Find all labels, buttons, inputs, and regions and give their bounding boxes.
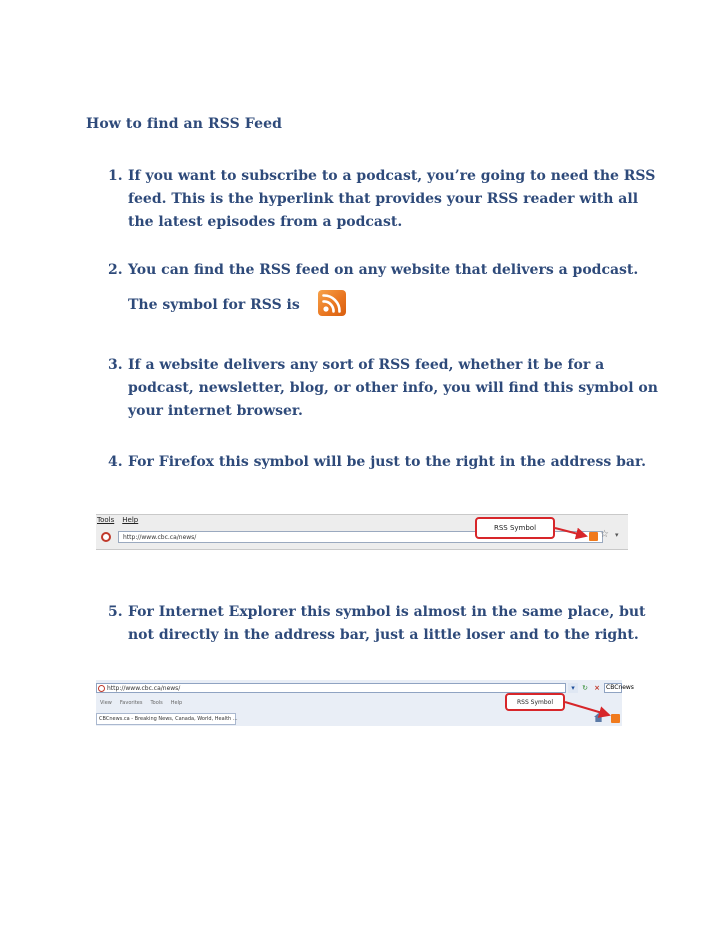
ie-tab: CBCnews.ca - Breaking News, Canada, World, Health ... xyxy=(96,713,236,725)
list-item-3 xyxy=(108,354,668,423)
site-icon xyxy=(98,685,105,692)
item-text: If you want to subscribe to a podcast, you’re going to need the RSS feed. This is the hyperlink that provides your RSS reader with all the latest episodes from a podcast. xyxy=(128,168,656,230)
menu-help: Help xyxy=(122,516,139,524)
menu-tools: Tools xyxy=(150,700,163,706)
ie-menubar xyxy=(100,700,182,706)
menu-tools: Tools xyxy=(97,516,115,524)
list-item-1 xyxy=(108,165,668,234)
menu-favorites: Favorites xyxy=(119,700,143,706)
item-number: 1. xyxy=(108,168,123,184)
ie-address-bar: http://www.cbc.ca/news/ xyxy=(96,683,566,693)
firefox-rss-callout: RSS Symbol xyxy=(475,517,555,539)
item-number: 2. xyxy=(108,262,123,278)
item-number: 3. xyxy=(108,357,123,373)
ie-rss-callout: RSS Symbol xyxy=(505,693,565,711)
list-item-2 xyxy=(108,259,668,282)
rss-symbol-line xyxy=(128,290,346,317)
rss-icon xyxy=(318,290,346,316)
list-item-4 xyxy=(108,451,668,474)
item-text: For Firefox this symbol will be just to the right in the address bar. xyxy=(128,454,646,470)
ie-refresh-icon: ↻ xyxy=(582,684,588,692)
menu-view: View xyxy=(100,700,112,706)
document-title: How to find an RSS Feed xyxy=(86,116,282,132)
item-text: For Internet Explorer this symbol is almost in the same place, but not directly in the address bar, just a little loser and to the right. xyxy=(128,604,646,643)
item-text: You can find the RSS feed on any website that delivers a podcast. xyxy=(128,262,639,278)
ie-search-box: CBCnews xyxy=(606,684,634,691)
bookmark-star-icon: ☆ xyxy=(600,529,609,540)
dropdown-icon: ▾ xyxy=(615,531,619,539)
firefox-rss-icon xyxy=(589,532,598,541)
ie-rss-icon xyxy=(611,714,620,723)
list-item-5 xyxy=(108,601,668,647)
site-icon xyxy=(101,532,111,542)
item-number: 5. xyxy=(108,604,123,620)
ie-dropdown-icon: ▾ xyxy=(568,683,578,693)
ie-stop-icon: × xyxy=(594,684,600,692)
firefox-menubar xyxy=(96,516,138,529)
menu-help: Help xyxy=(170,700,183,706)
rss-symbol-text: The symbol for RSS is xyxy=(128,297,300,313)
item-text: If a website delivers any sort of RSS feed, whether it be for a podcast, newsletter, blog, or other info, you will find this symbol on your internet browser. xyxy=(128,357,658,419)
item-number: 4. xyxy=(108,454,123,470)
firefox-address-bar: http://www.cbc.ca/news/ xyxy=(118,531,603,543)
